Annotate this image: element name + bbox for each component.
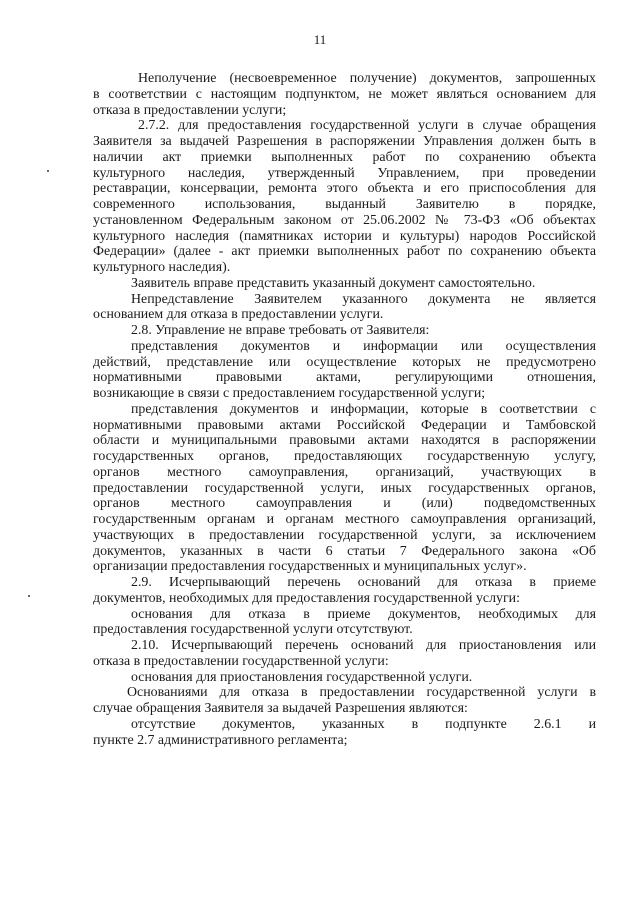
text-line: Основаниями для отказа в предоставлении государственной услуги в (127, 685, 596, 701)
text-line: реставрации, консервации, ремонта этого объекта и его приспособления для (93, 181, 596, 197)
text-line: организации предоставления государственных и муниципальных услуг». (93, 559, 527, 575)
page-number: 11 (313, 32, 327, 47)
text-line: нормативными правовыми актами Российской Федерации и Тамбовской (93, 417, 596, 433)
text-line: государственных органов, предоставляющих государственную услугу, (93, 449, 596, 464)
text-line: пункте 2.7 административного регламента; (93, 732, 348, 748)
text-line: случае обращения Заявителя за выдачей Разрешения являются: (93, 701, 468, 716)
text-line: 2.10. Исчерпывающий перечень оснований для приостановления или (131, 638, 596, 653)
text-line: представления документов и информации или осуществления (131, 338, 596, 354)
text-line: Непредставление Заявителем указанного документа не является (131, 291, 596, 307)
text-line: Заявителя за выдачей Разрешения в распоряжении Управления должен быть в (93, 134, 596, 149)
text-line: возникающие в связи с предоставлением государственной услуги; (93, 386, 486, 401)
text-line: Неполучение (несвоевременное получение) документов, запрошенных (138, 71, 596, 86)
text-line: отсутствие документов, указанных в подпункте 2.6.1 и (131, 716, 596, 732)
text-line: отказа в предоставлении государственной услуги: (93, 653, 389, 669)
text-line: 2.8. Управление не вправе требовать от Заявителя: (131, 323, 430, 338)
text-line: действий, представление или осуществление которых не предусмотрено (93, 354, 596, 370)
text-line: Заявитель вправе представить указанный документ самостоятельно. (131, 275, 536, 291)
text-line: предоставления государственной услуги отсутствуют. (93, 622, 413, 638)
document-body (93, 71, 596, 748)
text-line: нормативными правовыми актами, регулирующими отношения, (93, 370, 596, 386)
text-line: государственным органам и органам местного самоуправления организаций, (93, 512, 596, 527)
text-line: современного использования, выданный Заявителю в порядке, (93, 197, 596, 212)
text-line: Федерации» (далее - акт приемки выполненных работ по сохранению объекта (93, 244, 596, 260)
text-line: культурного наследия). (93, 260, 231, 275)
text-line: области и муниципальными правовыми актами находятся в распоряжении (93, 433, 596, 449)
text-line: участвующих в предоставлении государственной услуги, за исключением (93, 527, 596, 543)
text-line: органов местного самоуправления и (или) подведомственных (93, 496, 596, 512)
scan-speck (28, 595, 30, 597)
text-line: органов местного самоуправления, организаций, участвующих в (93, 464, 596, 480)
text-line: культурного наследия, утвержденный Управлением, при проведении (93, 165, 596, 181)
text-line: предоставлении государственной услуги, иных государственных органов, (93, 480, 596, 496)
text-line: документов, указанных в части 6 статьи 7 Федерального закона «Об (93, 543, 596, 559)
text-line: основания для приостановления государственной услуги. (131, 669, 473, 685)
text-line: документов, необходимых для предоставления государственной услуги: (93, 590, 520, 606)
text-line: культурного наследия (памятниках истории и культуры) народов Российской (93, 228, 596, 244)
text-line: отказа в предоставлении услуги; (93, 102, 287, 118)
scan-speck (47, 170, 49, 172)
text-line: 2.7.2. для предоставления государственной услуги в случае обращения (138, 118, 596, 134)
text-line: 2.9. Исчерпывающий перечень оснований для отказа в приеме (131, 575, 596, 590)
text-line: в соответствии с настоящим подпунктом, не может являться основанием для (93, 86, 596, 102)
text-line: наличии акт приемки выполненных работ по сохранению объекта (93, 149, 596, 165)
text-line: основанием для отказа в предоставлении услуги. (93, 307, 384, 323)
text-line: основания для отказа в приеме документов, необходимых для (131, 606, 596, 622)
text-line: представления документов и информации, которые в соответствии с (131, 401, 596, 417)
text-line: установленном Федеральным законом от 25.06.2002 № 73-ФЗ «Об объектах (93, 212, 596, 228)
